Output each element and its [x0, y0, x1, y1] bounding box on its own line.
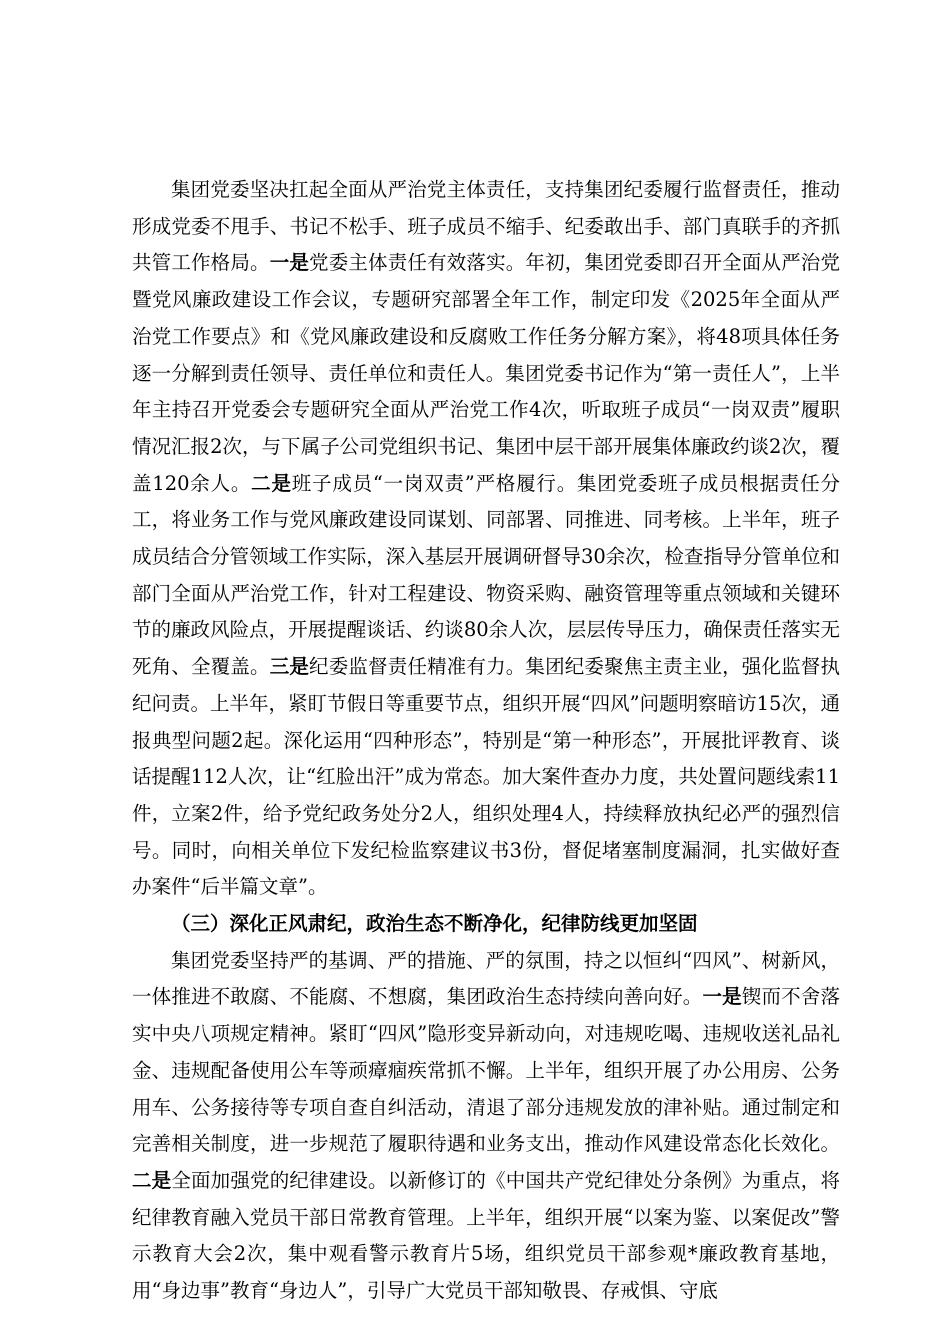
section-heading: （三）深化正风肃纪，政治生态不断净化，纪律防线更加坚固 [171, 912, 698, 936]
paragraph-responsibility [132, 172, 840, 906]
paragraph-discipline [132, 943, 840, 1310]
bold-marker-first: 一是 [269, 251, 310, 275]
document-body [132, 172, 840, 1310]
bold-marker-second: 二是 [132, 1168, 172, 1192]
paragraph-text: 班子成员“一岗双责”严格履行。集团党委班子成员根据责任分工，将业务工作与党风廉政建设同谋划、同部署、同推进、同考核。上半年，班子成员结合分管领域工作实际，深入基层开展调研督导30余次，检查指导分管单位和部门全面从严治党工作，针对工程建设、物资采购、融资管理等重点领域和关键环节的廉政风险点，开展提醒谈话、约谈80余人次，层层传导压力，确保责任落实无死角、全覆盖。 [132, 471, 840, 679]
paragraph-text: 集团党委坚持严的基调、严的措施、严的氛围，持之以恒纠“四风”、树新风，一体推进不敢腐、不能腐、不想腐，集团政治生态持续向善向好。 [132, 948, 840, 1009]
paragraph-text: 全面加强党的纪律建设。以新修订的《中国共产党纪律处分条例》为重点，将纪律教育融入党员干部日常教育管理。上半年，组织开展“以案为鉴、以案促改”警示教育大会2次，集中观看警示教育片5场，组织党员干部参观*廉政教育基地，用“身边事”教育“身边人”，引导广大党员干部知敬畏、存戒惧、守底 [132, 1168, 840, 1303]
bold-marker-third: 三是 [269, 655, 310, 679]
bold-marker-second: 二是 [251, 471, 292, 495]
paragraph-text: 纪委监督责任精准有力。集团纪委聚焦主责主业，强化监督执纪问责。上半年，紧盯节假日等重要节点，组织开展“四风”问题明察暗访15次，通报典型问题2起。深化运用“四种形态”，特别是“第一种形态”，开展批评教育、谈话提醒112人次，让“红脸出汗”成为常态。加大案件查办力度，共处置问题线索11件，立案2件，给予党纪政务处分2人，组织处理4人，持续释放执纪必严的强烈信号。同时，向相关单位下发纪检监察建议书3份，督促堵塞制度漏洞，扎实做好查办案件“后半篇文章”。 [132, 655, 840, 899]
paragraph-text: 党委主体责任有效落实。年初，集团党委即召开全面从严治党暨党风廉政建设工作会议，专题研究部署全年工作，制定印发《2025年全面从严治党工作要点》和《党风廉政建设和反腐败工作任务分解方案》，将48项具体任务逐一分解到责任领导、责任单位和责任人。集团党委书记作为“第一责任人”，上半年主持召开党委会专题研究全面从严治党工作4次，听取班子成员“一岗双责”履职情况汇报2次，与下属子公司党组织书记、集团中层干部开展集体廉政约谈2次，覆盖120余人。 [132, 251, 840, 495]
paragraph-text: 锲而不舍落实中央八项规定精神。紧盯“四风”隐形变异新动向，对违规吃喝、违规收送礼品礼金、违规配备使用公车等顽瘴痼疾常抓不懈。上半年，组织开展了办公用房、公务用车、公务接待等专项自查自纠活动，清退了部分违规发放的津补贴。通过制定和完善相关制度，进一步规范了履职待遇和业务支出，推动作风建设常态化长效化。 [132, 985, 840, 1156]
paragraph-text: 集团党委坚决扛起全面从严治党主体责任，支持集团纪委履行监督责任，推动形成党委不甩手、书记不松手、班子成员不缩手、纪委敢出手、部门真联手的齐抓共管工作格局。 [132, 178, 840, 275]
bold-marker-first: 一是 [702, 985, 742, 1009]
